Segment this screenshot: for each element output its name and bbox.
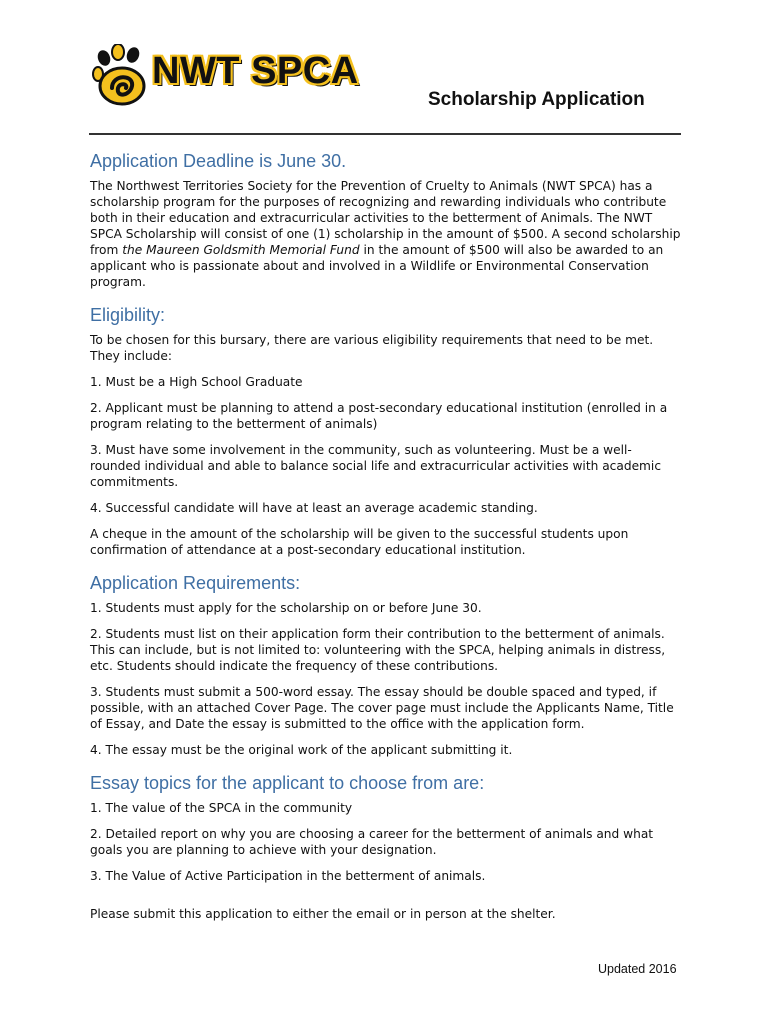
eligibility-item: 4. Successful candidate will have at least an average academic standing.: [90, 501, 538, 515]
header-divider: [89, 133, 681, 135]
essay-heading: Essay topics for the applicant to choose from are:: [90, 773, 485, 793]
submit-note: Please submit this application to either the email or in person at the shelter.: [90, 907, 556, 921]
page-title: Scholarship Application: [428, 89, 645, 110]
requirements-heading: Application Requirements:: [90, 573, 301, 593]
deadline-heading: Application Deadline is June 30.: [90, 151, 347, 171]
paw-print-icon: [90, 44, 160, 110]
requirements-section: [90, 572, 682, 758]
deadline-section: [90, 150, 682, 290]
cheque-note: A cheque in the amount of the scholarship will be given to the successful students upon confirmation of attendance at a post-secondary educational institution.: [90, 527, 629, 557]
eligibility-item: 1. Must be a High School Graduate: [90, 375, 303, 389]
memorial-fund-name: the Maureen Goldsmith Memorial Fund: [122, 243, 360, 257]
eligibility-item: 3. Must have some involvement in the community, such as volunteering. Must be a well-rounded individual and able to balance social life and extracurricular activities with academic commitments.: [90, 443, 662, 489]
intro-text: The Northwest Territories Society for the Prevention of Cruelty to Animals (NWT SPCA) has a scholarship program for the purposes of recognizing and rewarding individuals who contribute both in their education and extracurricular activities to the betterment of Animals. The NWT SPCA Scholarship will consist of one (1) scholarship in the amount of $500. A second scholarship from: [90, 179, 681, 257]
logo-wordmark: NWT SPCA: [152, 50, 359, 92]
document-body: [90, 150, 682, 936]
updated-date: Updated 2016: [598, 962, 677, 976]
essay-topic: 3. The Value of Active Participation in the betterment of animals.: [90, 869, 486, 883]
intro-text-end: in the amount of $500 will also be awarded to an applicant who is passionate about and involved in a Wildlife or Environmental Conservation program.: [90, 243, 664, 289]
essay-section: [90, 772, 682, 922]
eligibility-intro: To be chosen for this bursary, there are various eligibility requirements that need to be met. They include:: [90, 333, 654, 363]
requirement-item: 2. Students must list on their application form their contribution to the betterment of animals. This can include, but is not limited to: volunteering with the SPCA, helping animals in distress, etc. Students should indicate the frequency of these contributions.: [90, 627, 666, 673]
requirement-item: 4. The essay must be the original work of the applicant submitting it.: [90, 743, 513, 757]
eligibility-heading: Eligibility:: [90, 305, 166, 325]
intro-paragraph: [90, 178, 682, 290]
essay-topic: 2. Detailed report on why you are choosing a career for the betterment of animals and what goals you are planning to achieve with your designation.: [90, 827, 654, 857]
requirement-item: 1. Students must apply for the scholarship on or before June 30.: [90, 601, 482, 615]
nwt-spca-logo: [90, 44, 380, 110]
eligibility-section: [90, 304, 682, 558]
eligibility-item: 2. Applicant must be planning to attend a post-secondary educational institution (enrolled in a program relating to the betterment of animals): [90, 401, 668, 431]
requirement-item: 3. Students must submit a 500-word essay. The essay should be double spaced and typed, if possible, with an attached Cover Page. The cover page must include the Applicants Name, Title of Essay, and Date the essay is submitted to the office with the application form.: [90, 685, 674, 731]
essay-topic: 1. The value of the SPCA in the community: [90, 801, 353, 815]
